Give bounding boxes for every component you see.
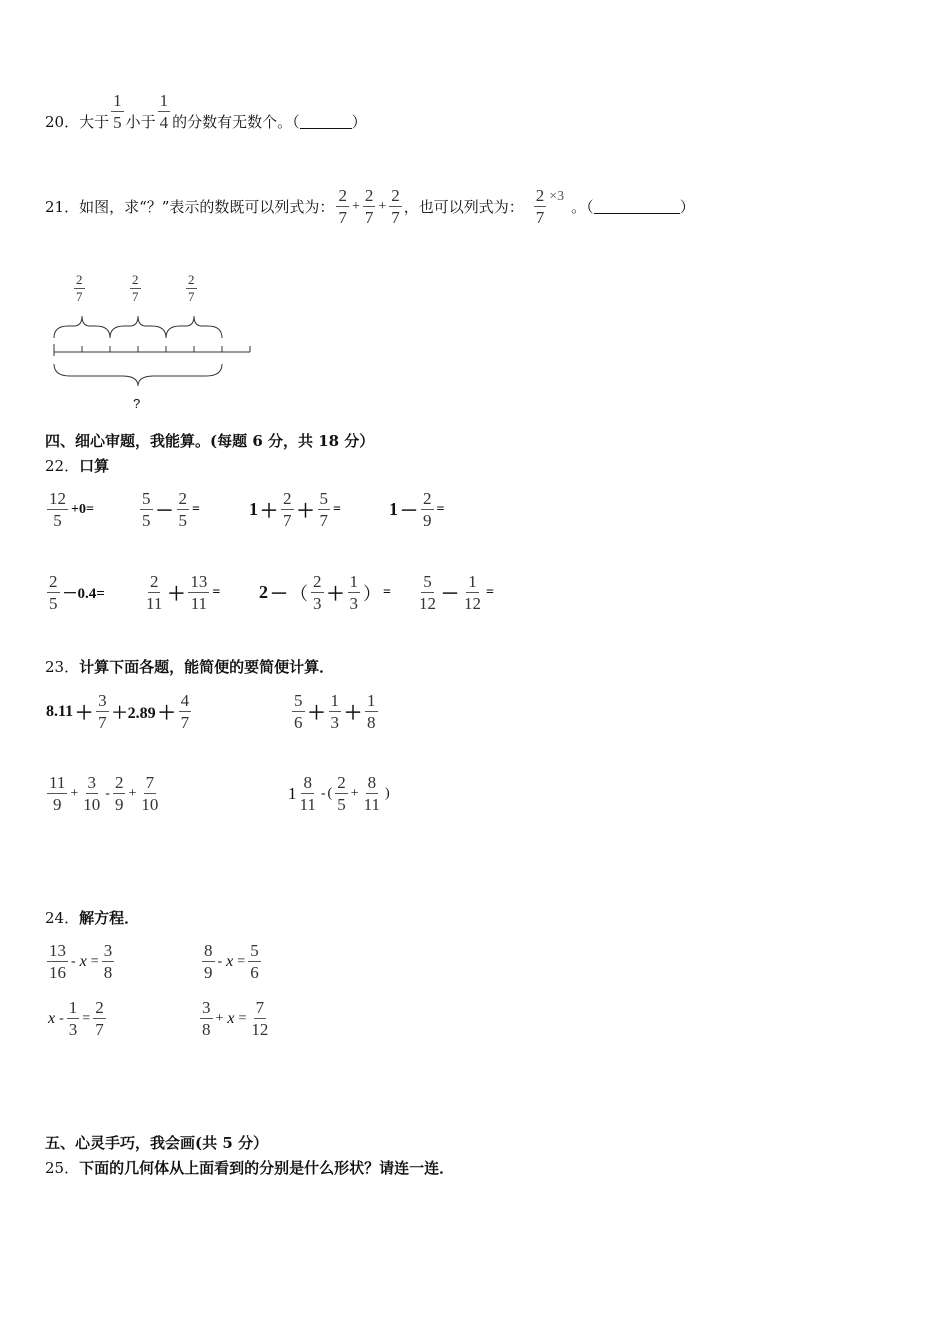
equation-4: 3 8 + x = $\frac{7}{12}$: [202, 998, 269, 1040]
equation-2: 8 9 - x = $\frac{5}{6}$: [204, 941, 259, 983]
diagram-label-2: $\frac{2}{7}$: [132, 272, 139, 305]
fraction: $\frac{2}{7}$: [391, 186, 400, 228]
calc-23-1: 8.11 ＋ 3 7 ＋2.89 ＋ 4 7: [46, 691, 190, 733]
equation-1: 13 16 - x = $\frac{3}{8}$: [49, 941, 113, 983]
fraction: 2 7: [338, 186, 347, 228]
calc-23-2: 5 6 ＋ 1 3 ＋ 1 8: [294, 691, 376, 733]
diagram-label-3: $\frac{2}{7}$: [188, 272, 195, 305]
question-25: 25．下面的几何体从上面看到的分别是什么形状？请连一连．: [45, 1159, 455, 1177]
question-text: 小于: [125, 113, 156, 132]
oral-calc-8: 5 12 － $\frac{1}{12}$ =: [419, 572, 494, 614]
question-text: 。（: [571, 198, 594, 217]
question-text: ）: [351, 113, 367, 132]
equation-3: x - $\frac{1}{3}$ = $\frac{2}{7}$: [48, 998, 104, 1040]
fraction: 1 4: [159, 91, 169, 133]
oral-calc-1: 12 5 +0=: [49, 489, 94, 531]
question-text: 如图，求“？”表示的数既可以列式为：: [79, 198, 335, 217]
question-text: ）: [679, 198, 695, 217]
question-21: 21． 如图，求“？”表示的数既可以列式为： 2 7 + $\frac{2}{7}$ + $\frac{2}{7}$ ，也可以列式为： $\frac{2}{7}$ ×3 。（ ）: [45, 186, 695, 228]
fraction: $\frac{2}{7}$: [364, 186, 374, 228]
fraction: $\frac{2}{7}$: [535, 186, 545, 228]
oral-calc-5: 2 5 －0.4=: [49, 572, 105, 614]
oral-calc-6: 2 11 ＋ $\frac{13}{11}$ =: [146, 572, 221, 614]
oral-calc-2: 5 5 － $\frac{2}{5}$ =: [142, 489, 200, 531]
question-24: 24．解方程．: [45, 909, 140, 927]
question-text: ，也可以列式为：: [403, 198, 524, 217]
question-text: 大于: [79, 113, 110, 132]
question-20: [45, 91, 367, 144]
diagram-label-1: $\frac{2}{7}$: [76, 272, 83, 305]
fraction: 1 5: [113, 91, 122, 133]
section-4-title: 四、细心审题，我能算。(每题 6 分，共 18 分）: [45, 432, 375, 450]
number-line-diagram: [48, 310, 258, 390]
diagram-question-mark: ?: [133, 396, 141, 411]
question-text: 的分数有无数个。（: [172, 113, 300, 132]
calc-23-3: 11 9 + $\frac{3}{10}$ - 2 9 + $\frac{7}{10}$: [49, 773, 159, 815]
question-23: 23．计算下面各题，能简便的要简便计算．: [45, 658, 335, 676]
question-number: 21．: [45, 198, 80, 217]
section-5-title: 五、心灵手巧，我会画(共 5 分）: [45, 1134, 268, 1152]
oral-calc-7: 2 － （ 2 3 ＋ 1 3 ） =: [259, 572, 391, 614]
answer-blank[interactable]: [594, 199, 680, 214]
question-22: 22．口算: [45, 457, 110, 475]
calc-23-4: 1 8 11 - ( 2 5 + $\frac{8}{11}$ ): [288, 773, 390, 815]
answer-blank[interactable]: [300, 114, 352, 129]
question-number: 20．: [45, 113, 80, 132]
oral-calc-4: 1 － $\frac{2}{9}$ =: [389, 489, 445, 531]
oral-calc-3: 1 ＋ 2 7 ＋ $\frac{5}{7}$ =: [249, 489, 341, 531]
